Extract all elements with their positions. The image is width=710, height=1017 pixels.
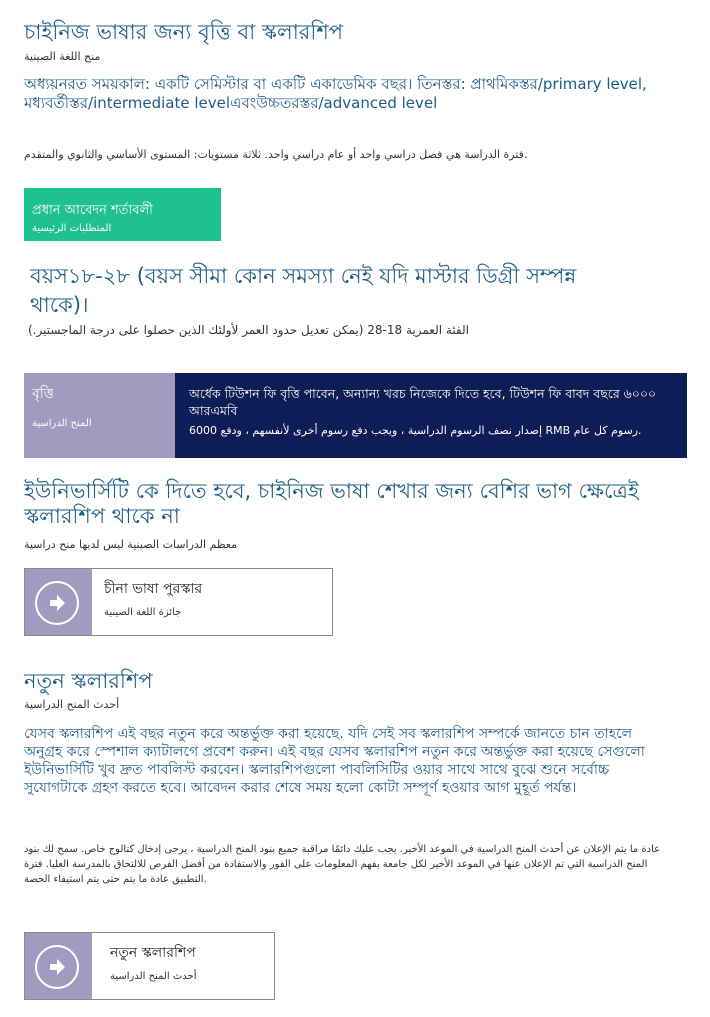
chinese-language-award-label-ar: جائزة اللغة الصينية [104,607,182,618]
study-period-description: অধ্যয়নরত সময়কাল: একটি সেমিস্টার বা একটি একাডেমিক বছর। তিনস্তর: প্রাথমিকস্তর/primary level, মধ্যবর্তীস্তর/intermediate levelএবংউচ্চতরস্তর/advanced level [24,75,647,112]
band-label: বৃত্তি [32,386,54,402]
band-label-ar: المنح الدراسية [32,418,92,429]
study-period-description-ar: فترة الدراسة هي فصل دراسي واحد أو عام دراسي واحد. ثلاثة مستويات: المستوى الأساسي والثانوي والمتقدم. [24,148,528,161]
age-requirement-title: বয়স১৮-২৮ (বয়স সীমা কোন সমস্যা নেই যদি মাস্টার ডিগ্রী সম্পন্ন থাকে)। [30,264,577,317]
scholarship-info-band [24,373,687,458]
university-pay-title: ইউনিভার্সিটি কে দিতে হবে, চাইনিজ ভাষা শেখার জন্য বেশির ভাগ ক্ষেত্রেই স্কলারশিপ থাকে না [24,479,639,528]
chinese-language-award-link[interactable] [24,568,333,636]
new-scholarships-link-label-ar: أحدث المنح الدراسية [110,971,197,982]
main-requirements-label-ar: المتطلبات الرئيسية [32,223,112,234]
main-requirements-label: প্রধান আবেদন শর্তাবলী [32,203,153,218]
main-requirements-button[interactable] [24,188,221,241]
link-icon-cell [25,933,92,999]
new-scholarships-link-label: নতুন স্কলারশিপ [110,945,196,961]
band-content-cell [175,373,687,458]
scholarship-title: চাইনিজ ভাষার জন্য বৃত্তি বা স্কলারশিপ [24,20,344,44]
new-scholarships-description: যেসব স্কলারশিপ এই বছর নতুন করে অন্তর্ভুক্ত করা হয়েছে. যদি সেই সব স্কলারশিপ সম্পর্কে জানতে চান তাহলে অনুগ্রহ করে স্পেশাল ক্যাটালগে প্রবেশ করুন। এই বছর যেসব স্কলারশিপ নতুন করে অন্তর্ভুক্ত করা হয়েছে সেগুলো ইউনিভার্সিটি খুব দ্রুত পাবলিস্ট করবেন। স্কলারশিপগুলো পাবলিসিটির ওয়ার সাথে সাথে বুঝে শুনে সর্বোচ্চ সুযোগটাকে গ্রহণ করতে হবে। আবেদন করার শেষে সময় হলো কোটা সম্পূর্ণ হওয়ার আগ মুহূর্ত পর্যন্ত। [24,726,645,796]
link-text [110,944,197,984]
band-label-cell [24,373,175,458]
scholarship-subtitle-ar: منح اللغة الصينية [24,50,101,63]
university-pay-subtitle-ar: معظم الدراسات الصينية ليس لديها منح دراسية [24,538,238,551]
link-text [104,580,202,620]
band-content-text: অর্ধেক টিউশন ফি বৃত্তি পাবেন, অন্যান্য খরচ নিজেকে দিতে হবে, টিউশন ফি বাবদ বছরে ৬০০০ আরএমবি [189,386,657,418]
new-scholarships-link[interactable] [24,932,275,1000]
arrow-right-circle-icon [35,581,79,625]
age-requirement-subtitle-ar: الفئة العمرية 18-28 (يمكن تعديل حدود العمر لأولئك الذين حصلوا على درجة الماجستير.) [28,323,469,337]
new-scholarships-subtitle-ar: أحدث المنح الدراسية [24,698,120,711]
new-scholarships-title: নতুন স্কলারশিপ [24,669,153,693]
band-content-text-ar: إصدار نصف الرسوم الدراسية ، ويجب دفع رسوم أخرى لأنفسهم ، ودفع 6000 RMB رسوم كل عام. [189,424,642,437]
link-icon-cell [25,569,92,635]
new-scholarships-description-ar: عادة ما يتم الإعلان عن أحدث المنح الدراسية في الموعد الأخير. يجب عليك دائمًا مراقبة جميع بنود المنح الدراسية ، يرجى إدخال كتالوج خاص. سمح لك بنود المنح الدراسية التي تم الإعلان عنها في الموعد الأخير لكل جامعة بفهم المعلومات على الفور والاستفادة من أفضل الفرص للالتحاق بالمدرسة العليا. فترة التطبيق عادة ما يتم حتى يتم استيفاء الحصة. [24,844,661,885]
chinese-language-award-label: চীনা ভাষা পুরস্কার [104,581,203,597]
arrow-right-circle-icon [35,945,79,989]
